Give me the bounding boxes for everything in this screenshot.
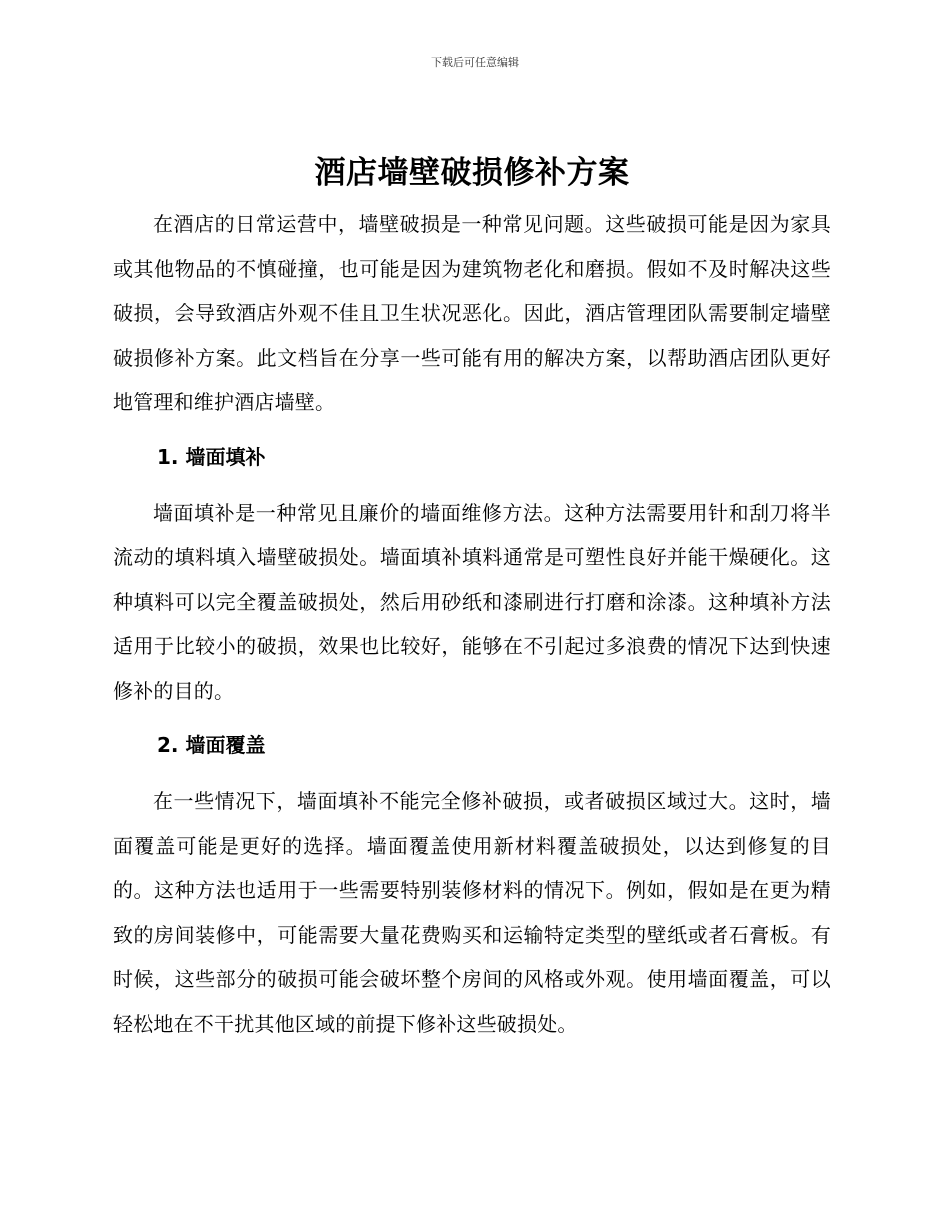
section-body-wall-filling: 墙面填补是一种常见且廉价的墙面维修方法。这种方法需要用针和刮刀将半流动的填料填入墙壁破损处。墙面填补填料通常是可塑性良好并能干燥硬化。这种填料可以完全覆盖破损处，然后用砂纸和漆刷进行打磨和涂漆。这种填补方法适用于比较小的破损，效果也比较好，能够在不引起过多浪费的情况下达到快速修补的目的。: [113, 500, 831, 703]
document-body: [113, 150, 831, 1046]
section-body-wall-covering: 在一些情况下，墙面填补不能完全修补破损，或者破损区域过大。这时，墙面覆盖可能是更好的选择。墙面覆盖使用新材料覆盖破损处，以达到修复的目的。这种方法也适用于一些需要特别装修材料的情况下。例如，假如是在更为精致的房间装修中，可能需要大量花费购买和运输特定类型的壁纸或者石膏板。有时候，这些部分的破损可能会破坏整个房间的风格或外观。使用墙面覆盖，可以轻松地在不干扰其他区域的前提下修补这些破损处。: [113, 789, 831, 1036]
section-heading-wall-filling: 1. 墙面填补: [157, 444, 266, 469]
header-note: 下载后可任意编辑: [431, 56, 519, 69]
section-heading-wall-covering: 2. 墙面覆盖: [157, 733, 266, 757]
document-title: 酒店墙壁破损修补方案: [314, 155, 630, 191]
intro-paragraph: 在酒店的日常运营中，墙壁破损是一种常见问题。这些破损可能是因为家具或其他物品的不慎碰撞，也可能是因为建筑物老化和磨损。假如不及时解决这些破损，会导致酒店外观不佳且卫生状况恶化。因此，酒店管理团队需要制定墙壁破损修补方案。此文档旨在分享一些可能有用的解决方案，以帮助酒店团队更好地管理和维护酒店墙壁。: [113, 212, 831, 414]
